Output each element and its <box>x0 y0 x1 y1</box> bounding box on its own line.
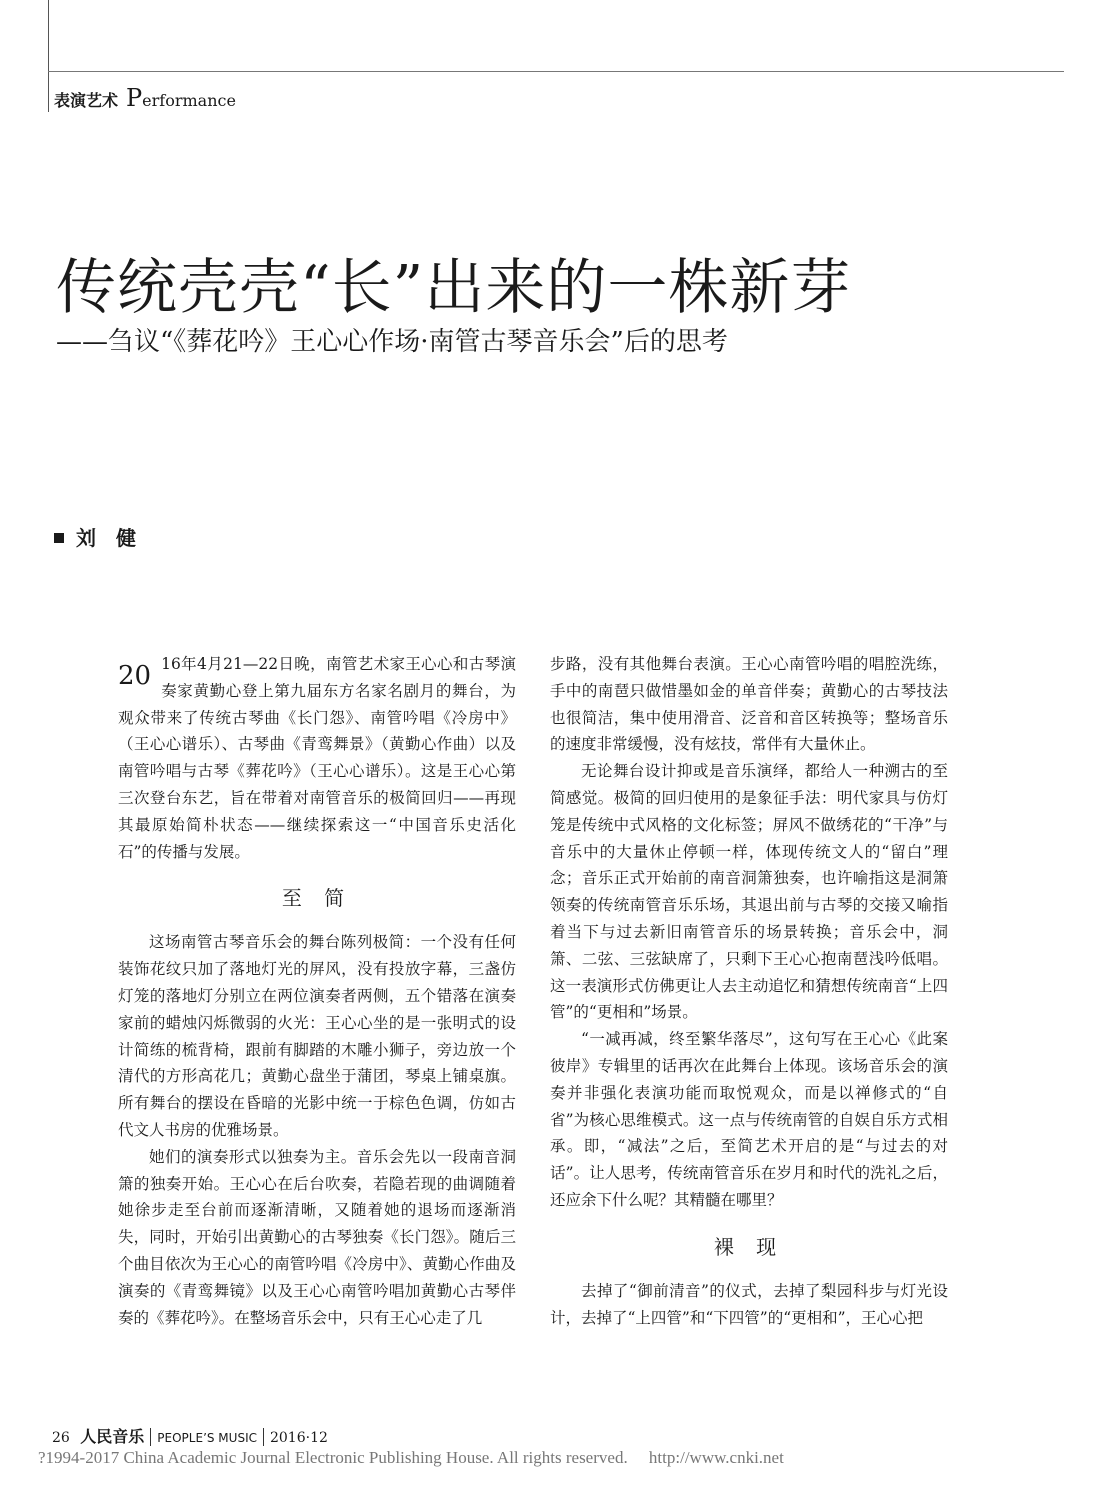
paragraph: “一减再减，终至繁华落尽”，这句写在王心心《此案彼岸》专辑里的话再次在此舞台上体现。该场音乐会的演奏并非强化表演功能而取悦观众，而是以禅修式的“自省”为核心思维模式。这一点与传统南管的自娱自乐方式相承。即，“减法”之后，至简艺术开启的是“与过去的对话”。让人思考，传统南管音乐在岁月和时代的洗礼之后，还应余下什么呢？其精髓在哪里？ <box>550 1030 948 1209</box>
right-column <box>550 651 948 1331</box>
paragraph: 她们的演奏形式以独奏为主。音乐会先以一段南音洞箫的独奏开始。王心心在后台吹奏，若隐若现的曲调随着她徐步走至台前而逐渐清晰，又随着她的退场而逐渐消失，同时，开始引出黄勤心的古琴独奏《长门怨》。随后三个曲目依次为王心心的南管吟唱《冷房中》、黄勤心作曲及演奏的《青鸾舞镜》以及王心心南管吟唱加黄勤心古琴伴奏的《葬花吟》。在整场音乐会中，只有王心心走了几 <box>118 1147 516 1327</box>
author-byline <box>54 522 136 551</box>
section-heading: 至 简 <box>281 886 353 911</box>
header-rule <box>48 71 1064 72</box>
page-number: 26 <box>52 1430 70 1446</box>
drop-cap: 20 <box>118 661 152 691</box>
section-heading: 裸 现 <box>713 1234 785 1259</box>
article-subtitle: ——刍议“《葬花吟》王心心作场·南管古琴音乐会”后的思考 <box>56 327 728 357</box>
paragraph: 步路，没有其他舞台表演。王心心南管吟唱的唱腔洗练，手中的南琶只做惜墨如金的单音伴奏；黄勤心的古琴技法也很简洁，集中使用滑音、泛音和音区转换等；整场音乐的速度非常缓慢，没有炫技，常伴有大量休止。 <box>550 655 948 754</box>
left-column <box>118 651 516 1331</box>
paragraph-text: 16年4月21—22日晚，南管艺术家王心心和古琴演奏家黄勤心登上第九届东方名家名剧月的舞台，为观众带来了传统古琴曲《长门怨》、南管吟唱《冷房中》（王心心谱乐）、古琴曲《青鸾舞景》（黄勤心作曲）以及南管吟唱与古琴《葬花吟》（王心心谱乐）。这是王心心第三次登台东艺，旨在带着对南管音乐的极简回归——再现其最原始简朴状态——继续探索这一“中国音乐史活化石”的传播与发展。 <box>118 655 516 861</box>
author-name: 刘 健 <box>76 526 136 550</box>
paragraph: 这场南管古琴音乐会的舞台陈列极简：一个没有任何装饰花纹只加了落地灯光的屏风，没有投放字幕，三盏仿灯笼的落地灯分别立在两位演奏者两侧，五个错落在演奏家前的蜡烛闪烁微弱的火光：王心心坐的是一张明式的设计简练的梳背椅，跟前有脚踏的木雕小狮子，旁边放一个清代的方形高花几；黄勤心盘坐于蒲团，琴桌上铺桌旗。所有舞台的摆设在昏暗的光影中统一于棕色色调，仿如古代文人书房的优雅场景。 <box>118 933 516 1139</box>
copyright-notice: ?1994-2017 China Academic Journal Electronic Publishing House. All rights reserved. http://www.cnki.net <box>38 1448 784 1467</box>
magazine-name-zh: 人民音乐 <box>80 1427 145 1446</box>
section-name-en-initial: P <box>126 84 143 112</box>
paragraph: 去掉了“御前清音”的仪式，去掉了梨园科步与灯光设计，去掉了“上四管”和“下四管”的“更相和”，王心心把 <box>550 1281 948 1327</box>
section-name-zh: 表演艺术 <box>54 91 119 110</box>
square-bullet-icon <box>54 533 64 543</box>
paragraph: 无论舞台设计抑或是音乐演绎，都给人一种溯古的至简感觉。极简的回归使用的是象征手法：明代家具与仿灯笼是传统中式风格的文化标签；屏风不做绣花的“干净”与音乐中的大量休止停顿一样，体现传统文人的“留白”理念；音乐正式开始前的南音洞箫独奏，也许喻指这是洞箫领奏的传统南管音乐乐场，其退出前与古琴的交接又喻指着当下与过去新旧南管音乐的场景转换；音乐会中，洞箫、二弦、三弦缺席了，只剩下王心心抱南琶浅吟低唱。这一表演形式仿佛更让人去主动追忆和猜想传统南音“上四管”的“更相和”场景。 <box>550 762 948 1022</box>
section-tag <box>54 84 236 112</box>
magazine-name-en: PEOPLE’S MUSIC <box>157 1431 257 1445</box>
left-margin-rule <box>48 0 49 112</box>
article-title: 传统壳壳“长”出来的一株新芽 <box>56 253 852 323</box>
paragraph <box>118 651 516 865</box>
issue-number: 2016·12 <box>269 1430 328 1446</box>
section-name-en: erformance <box>142 91 236 110</box>
